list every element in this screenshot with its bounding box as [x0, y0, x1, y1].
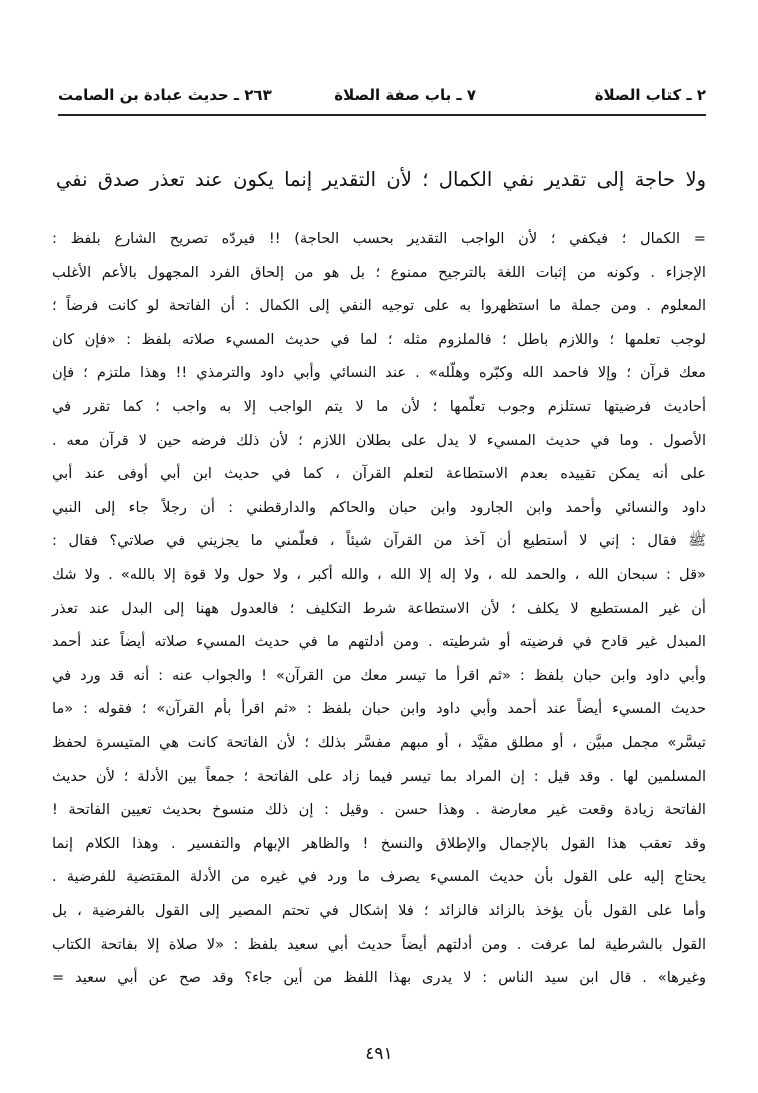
footnote-line: أحاديث فرضيتها تستلزم وجوب تعلّمها ؛ لأن ما لا يتم الواجب إلا به واجب ؛ كما تقرر في: [52, 398, 706, 415]
footnote-line: القول بالشرطية لما عرفت . ومن أدلتهم أيضاً حديث أبي سعيد بلفظ : «لا صلاة إلا بفاتحة الكتاب: [52, 935, 706, 953]
page-number: ٤٩١: [365, 1044, 393, 1064]
footnote-line: على أنه يمكن تقييده بعدم الاستطاعة لتعلم القرآن ، كما في حديث ابن أبي أوفى عند أبي: [52, 465, 706, 483]
footnote-line: أن غير المستطيع لا يكلف ؛ لأن الاستطاعة شرط التكليف ؛ فالعدول ههنا إلى البدل عند تعذر: [52, 599, 706, 617]
footnote-line: «قل : سبحان الله ، والحمد لله ، ولا إله إلا الله ، والله أكبر ، ولا حول ولا قوة إلا بالله» . ولا شك: [52, 566, 706, 583]
footnote-line: وغيرها» . قال ابن سيد الناس : لا يدرى بهذا اللفظ من أين جاء؟ وقد صح عن أبي سعيد =: [52, 969, 706, 987]
footnote-line: المسلمين لها . وقد قيل : إن المراد بما تيسر فيما زاد على الفاتحة ؛ جمعاً بين الأدلة ؛ لأن حديث: [52, 767, 706, 785]
footnote-line: يحتاج إليه على القول بأن حديث المسيء يصرف ما ورد في غيره من الأدلة المقتضية للفرضية .: [52, 868, 706, 886]
header-chapter-title: ٧ ـ باب صفة الصلاة: [334, 86, 476, 104]
footnote-line: حديث المسيء أيضاً عند أحمد وأبي داود وابن حبان بلفظ : «ثم اقرأ بأم القرآن» ؛ فقوله : «ما: [52, 700, 706, 718]
footnote-line: وأما على القول بأن يؤخذ بالزائد فالزائد ؛ فلا إشكال في تحتم المصير إلى القول بالفرضية ، بل: [52, 902, 706, 919]
footnote-line: وأبي داود وابن حبان بلفظ : «ثم اقرأ ما تيسر معك من القرآن» ! والجواب عنه : أنه قد ورد في: [52, 666, 706, 684]
footnote-line: معك قرآن ؛ وإلا فاحمد الله وكبّره وهلّله» . عند النسائي وأبي داود والترمذي !! وهذا ملتزم ؛ فإن: [52, 364, 706, 382]
footnote-line: تيسَّر» مجمل مبيَّن ، أو مطلق مقيَّد ، أو مبهم مفسَّر بذلك ؛ لأن الفاتحة كانت هي المتيسرة لحفظ: [52, 734, 706, 751]
footnote-line: الإجزاء . وكونه من إثبات اللغة بالترجيح ممنوع ؛ بل هو من إلحاق الفرد المجهول بالأعم الأغلب: [52, 263, 706, 281]
footnote-line: لوجب تعلمها ؛ واللازم باطل ؛ فالملزوم مثله ؛ لما في حديث المسيء صلاته بلفظ : «فإن كان: [52, 330, 706, 348]
footnote-line: = الكمال ؛ فيكفي ؛ لأن الواجب التقدير بحسب الحاجة) !! فيردّه تصريح الشارع بلفظ :: [52, 230, 706, 247]
footnote-line: داود والنسائي وأحمد وابن الجارود وابن حبان والحاكم والدارقطني : أن رجلاً جاء إلى النبي: [52, 498, 706, 516]
header-hadith-title: ٢٦٣ ـ حديث عبادة بن الصامت: [58, 86, 272, 104]
running-header: [58, 86, 706, 110]
footnote-line: ﷺ فقال : إني لا أستطيع أن آخذ من القرآن شيئاً ، فعلّمني ما يجزيني في صلاتي؟ فقال :: [52, 532, 706, 550]
footnote-line: الفاتحة زيادة وقعت غير معارضة . وهذا حسن . وقيل : إن ذلك منسوخ بحديث تعيين الفاتحة !: [52, 801, 706, 819]
footnote-line: المبدل غير قادح في فرضيته أو شرطيته . ومن أدلتهم ما في حديث المسيء صلاته أيضاً عند أحمد: [52, 633, 706, 651]
header-book-title: ٢ ـ كتاب الصلاة: [594, 86, 706, 104]
footnote-line: الأصول . وما في حديث المسيء لا يدل على بطلان اللازم ؛ لأن ذلك فرضه حين لا قرآن معه .: [52, 431, 706, 449]
main-text: ولا حاجة إلى تقدير نفي الكمال ؛ لأن التقدير إنما يكون عند تعذر صدق نفي: [56, 168, 706, 191]
footnote-line: وقد تعقب هذا القول بالإجمال والإطلاق والنسخ ! والظاهر الإبهام والتفسير . وهذا الكلام إنما: [52, 834, 706, 852]
footnote-line: المعلوم . ومن جملة ما استظهروا به على توجيه النفي إلى الكمال : أن الفاتحة لو كانت فرضاً ؛: [52, 297, 706, 315]
header-divider: [58, 114, 706, 116]
